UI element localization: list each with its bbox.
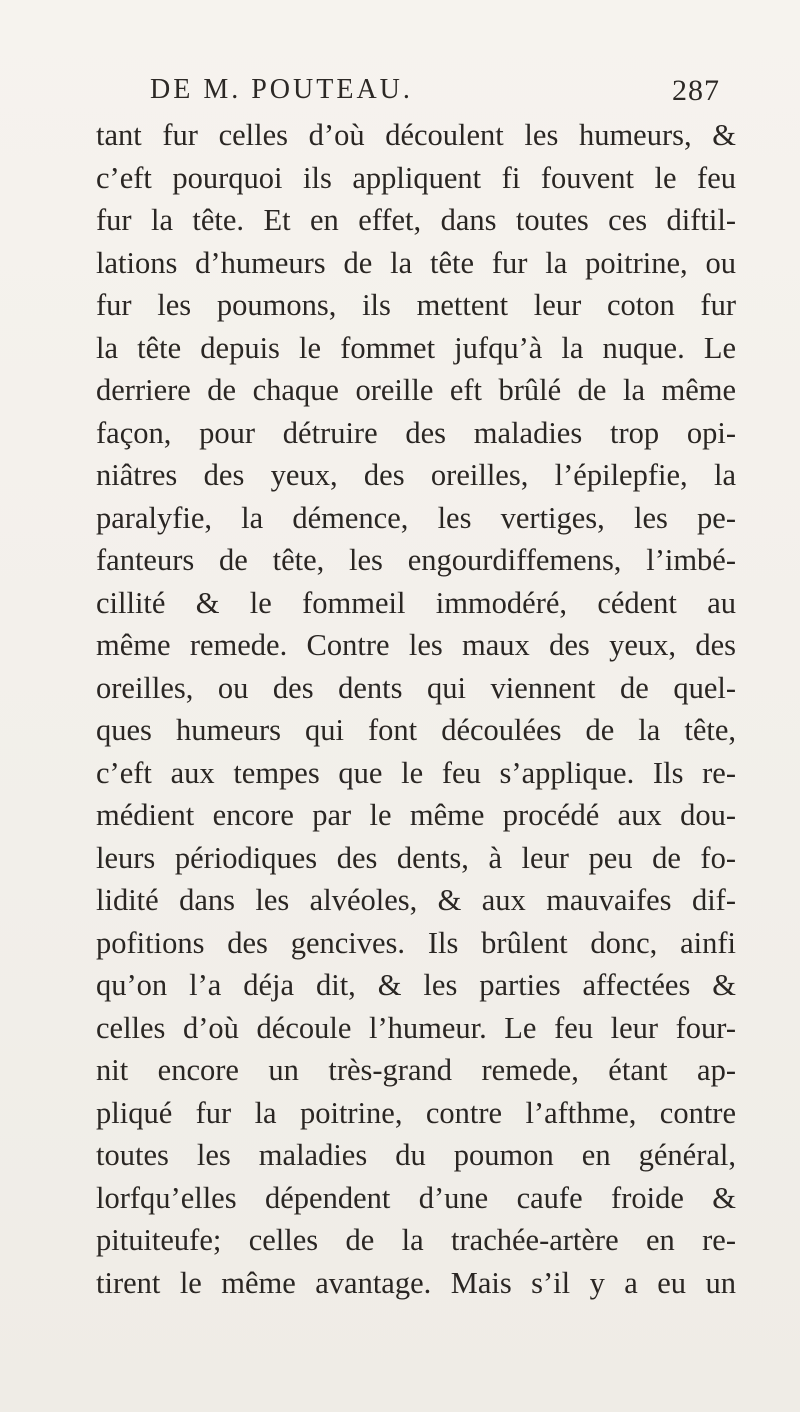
- body-text: [96, 114, 736, 1304]
- text-line: lations d’humeurs de la tête fur la poitrine, ou: [96, 245, 736, 280]
- text-line: c’eft pourquoi ils appliquent fi fouvent le feu: [96, 160, 736, 195]
- text-line: tirent le même avantage. Mais s’il y a eu un: [96, 1265, 736, 1300]
- text-line: même remede. Contre les maux des yeux, des: [96, 628, 736, 662]
- text-line: toutes les maladies du poumon en général,: [96, 1138, 736, 1172]
- text-line: fanteurs de tête, les engourdiffemens, l’imbé-: [96, 543, 736, 577]
- text-line: qu’on l’a déja dit, & les parties affectées &: [96, 968, 736, 1002]
- page-number: 287: [672, 74, 720, 107]
- text-line: pituiteufe; celles de la trachée-artère en re-: [96, 1223, 736, 1257]
- text-line: pliqué fur la poitrine, contre l’afthme, contre: [96, 1095, 736, 1130]
- text-line: celles d’où découle l’humeur. Le feu leur four-: [96, 1010, 736, 1045]
- text-line: leurs périodiques des dents, à leur peu de fo-: [96, 840, 736, 875]
- text-line: ques humeurs qui font découlées de la tête,: [96, 713, 736, 747]
- text-line: fur les poumons, ils mettent leur coton fur: [96, 288, 736, 322]
- text-line: pofitions des gencives. Ils brûlent donc, ainfi: [96, 925, 736, 960]
- text-line: tant fur celles d’où découlent les humeurs, &: [96, 118, 736, 152]
- running-head: [150, 74, 720, 110]
- text-line: niâtres des yeux, des oreilles, l’épilepfie, la: [96, 458, 736, 492]
- running-title: DE M. POUTEAU.: [150, 74, 413, 105]
- text-line: médient encore par le même procédé aux dou-: [96, 798, 736, 832]
- text-line: c’eft aux tempes que le feu s’applique. Ils re-: [96, 755, 736, 790]
- text-line: derriere de chaque oreille eft brûlé de la même: [96, 373, 736, 407]
- text-line: nit encore un très-grand remede, étant ap-: [96, 1053, 736, 1087]
- text-line: paralyfie, la démence, les vertiges, les pe-: [96, 500, 736, 535]
- text-line: façon, pour détruire des maladies trop opi-: [96, 415, 736, 450]
- text-line: oreilles, ou des dents qui viennent de quel-: [96, 670, 736, 705]
- text-line: cillité & le fommeil immodéré, cédent au: [96, 585, 736, 620]
- text-line: lidité dans les alvéoles, & aux mauvaifes dif-: [96, 883, 736, 917]
- text-line: la tête depuis le fommet jufqu’à la nuque. Le: [96, 330, 736, 365]
- text-line: lorfqu’elles dépendent d’une caufe froide &: [96, 1180, 736, 1215]
- text-line: fur la tête. Et en effet, dans toutes ces diftil-: [96, 203, 736, 237]
